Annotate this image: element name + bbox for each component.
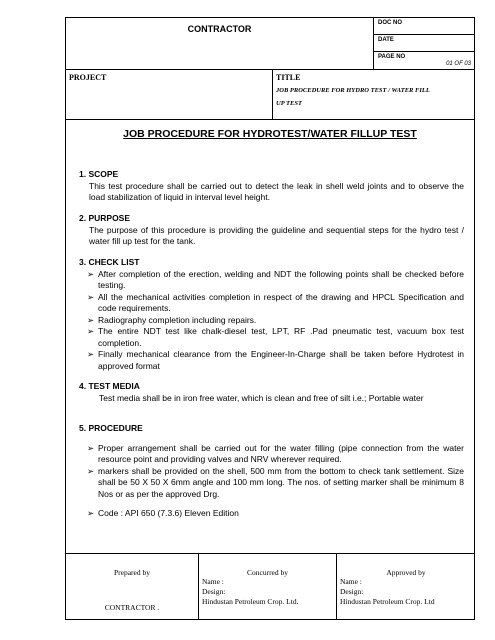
list-item: ➢ Proper arrangement shall be carried out for the water filling (pipe connection from the water resource point and providing valves and NRV wherever required. [87,442,464,464]
title-value-line1: JOB PROCEDURE FOR HYDRO TEST / WATER FILL [276,87,430,94]
arrow-bullet-icon: ➢ [87,465,95,476]
document-title: JOB PROCEDURE FOR HYDROTEST/WATER FILLUP TEST [123,128,417,140]
arrow-bullet-icon: ➢ [87,268,95,279]
date-label: DATE [374,35,475,52]
title-cell [273,69,475,119]
page-no-label: PAGE NO [378,54,406,60]
list-item: ➢ The entire NDT test like chalk-diesel test, LPT, RF .Pad pneumatic test, vacuum box test completion. [87,326,464,348]
procedure-list [79,443,464,501]
list-item: ➢ All the mechanical activities completion in respect of the drawing and HPCL Specification and code requirements. [87,291,464,313]
document-body [66,119,474,554]
section-text: The purpose of this procedure is providing the guideline and sequential steps for the hydro test / water fill up test for the tank. [89,224,464,246]
list-item: ➢ Finally mechanical clearance from the Engineer-In-Charge shall be taken before Hydrotest in approved format [87,349,464,371]
document-frame [65,17,475,620]
prepared-by-label: Prepared by [113,568,151,577]
design-label: Design: [340,587,364,596]
section-heading: 1. SCOPE [79,169,119,179]
project-label: PROJECT [66,69,273,119]
checklist-list [79,269,464,373]
header-row-top [66,18,474,70]
design-label: Design: [202,587,226,596]
company-name: Hindustan Petroleum Crop. Ltd. [202,597,299,606]
arrow-bullet-icon: ➢ [87,314,95,325]
page-count: 01 OF 03 [446,61,471,67]
section-scope [79,169,464,204]
doc-info-box [374,18,475,69]
code-list [79,508,464,520]
section-text: This test procedure shall be carried out to detect the leak in shell weld joints and to observe the load stabilization of liquid in interval level height. [89,180,464,202]
section-purpose [79,213,464,248]
arrow-bullet-icon: ➢ [87,349,95,359]
prepared-by-name: CONTRACTOR . [104,603,160,612]
contractor-heading: CONTRACTOR [66,18,374,69]
signature-block [66,553,474,620]
concurred-by-label: Concurred by [246,568,289,577]
section-heading: 5. PROCEDURE [79,423,143,433]
section-text: Test media shall be in iron free water, which is clean and free of silt i.e.; Portable water [99,392,424,403]
header-row-bottom [66,69,474,120]
section-heading: 3. CHECK LIST [79,257,140,267]
arrow-bullet-icon: ➢ [87,508,95,518]
arrow-bullet-icon: ➢ [87,326,95,336]
doc-no-label: DOC NO [374,18,475,35]
title-value-line2: UP TEST [276,100,302,107]
list-item: ➢ Code : API 650 (7.3.6) Eleven Edition [87,508,239,518]
company-name: Hindustan Petroleum Crop. Ltd [340,597,435,606]
concurred-column [199,553,337,620]
section-checklist [79,257,464,372]
arrow-bullet-icon: ➢ [87,442,95,453]
list-item: ➢ markers shall be provided on the shell, 500 mm from the bottom to check tank settlement. Size shall be 50 X 50 X 6mm angle and 100 mm long. The nos. of setting marker shall be minimum 8 Nos or as per the approved Drg. [87,465,464,499]
approved-by-label: Approved by [386,568,426,577]
section-heading: 2. PURPOSE [79,213,131,223]
list-item: ➢ After completion of the erection, welding and NDT the following points shall be checked before testing. [87,268,464,290]
arrow-bullet-icon: ➢ [87,291,95,302]
approved-column [337,553,475,620]
name-label: Name : [340,577,362,586]
prepared-column [66,553,199,620]
name-label: Name : [202,577,224,586]
section-procedure [79,423,464,520]
section-heading: 4. TEST MEDIA [79,381,140,391]
list-item: ➢ Radiography completion including repairs. [87,314,257,325]
title-label: TITLE [276,73,301,82]
section-test-media [79,381,464,404]
